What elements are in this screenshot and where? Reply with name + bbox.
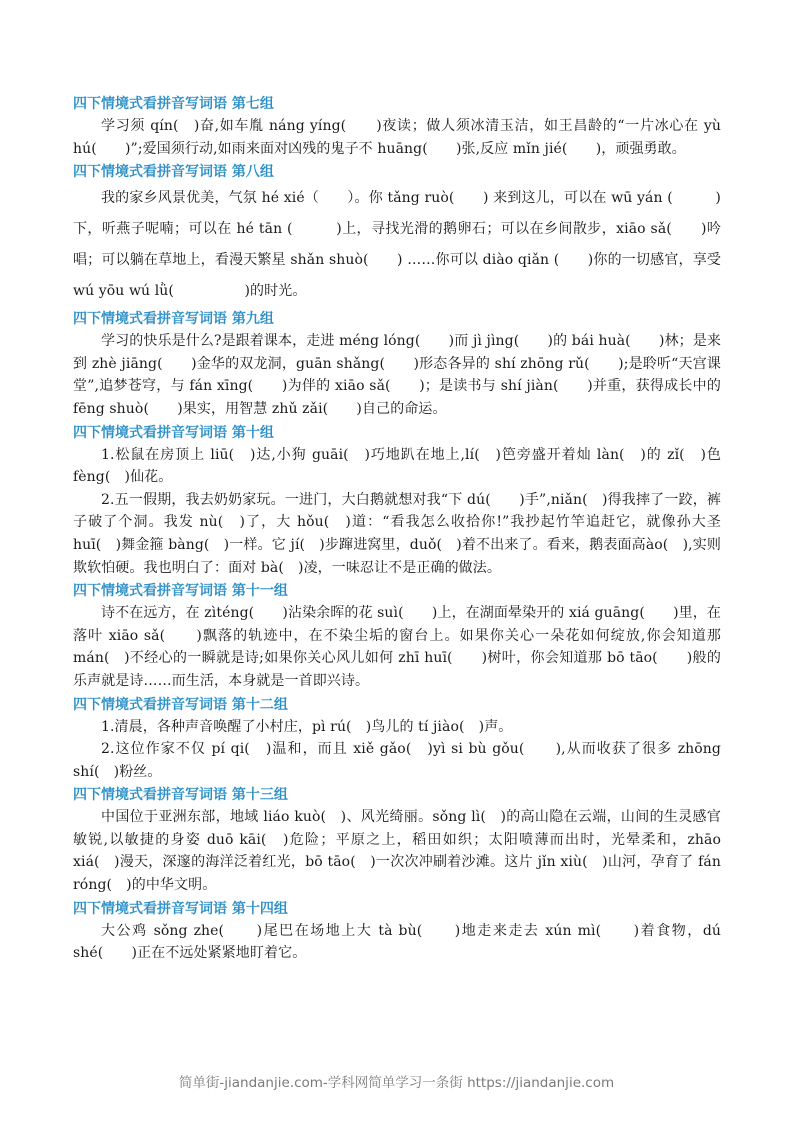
section-group-12	[73, 695, 721, 784]
section-group-14	[73, 899, 721, 965]
section-paragraph: 2.五一假期，我去奶奶家玩。一进门，大白鹅就想对我“下 dú( )手”,niǎn( )得我摔了一跤，裤子破了个洞。我发 nù( )了，大 hǒu( )道：“看我怎么收拾你!”我抄起竹竿追赶它，就像孙大圣 huī( )舞金箍 bàng( )一样。它 jí( )步蹿进窝里，duǒ( )着不出来了。看来，鹅表面高ào( ),实则欺软怕硬。我也明白了：面对 bà( )凌，一味忍让不是正确的做法。	[73, 491, 721, 576]
section-group-13	[73, 785, 721, 896]
section-title: 四下情境式看拼音写词语 第十三组	[73, 787, 288, 804]
page-footer: 简单街-jiandanjie.com-学科网简单学习一条街 https://jiandanjie.com	[178, 1075, 615, 1091]
section-paragraph: 大公鸡 sǒng zhe( )尾巴在场地上大 tà bù( )地走来走去 xún mì( )着食物，dú shé( )正在不远处紧紧地盯着它。	[73, 922, 721, 961]
section-paragraph: 学习须 qín( )奋,如车胤 náng yíng( )夜读；做人须冰清玉洁，如王昌龄的“一片冰心在 yù hú( )”;爱国须行动,如雨来面对凶残的鬼子不 huāng( )张,反应 mǐn jié( )，顽强勇敢。	[73, 118, 721, 157]
section-paragraph: 诗不在远方，在 zìténg( )沾染余晖的花 suì( )上，在湖面晕染开的 xiá guāng( )里，在落叶 xiāo sǎ( )飘落的轨迹中，在不染尘垢的窗台上。如果你关心一朵花如何绽放,你会知道那 mán( )不经心的一瞬就是诗;如果你关心风儿如何 zhī huī( )树叶，你会知道那 bō tāo( )般的乐声就是诗……而生活，本身就是一首即兴诗。	[73, 605, 721, 689]
section-group-11	[73, 581, 721, 692]
section-title: 四下情境式看拼音写词语 第十四组	[73, 900, 288, 917]
section-title: 四下情境式看拼音写词语 第七组	[73, 96, 274, 112]
section-paragraph: 我的家乡风景优美，气氛 hé xié（ ）。你 tǎng ruò( ) 来到这儿，可以在 wū yán ( )下，听燕子呢喃；可以在 hé tān ( )上，寻找光滑的鹅卵石；可以在乡间散步，xiāo sǎ( )吟唱；可以躺在草地上，看漫天繁星 shǎn shuò( ) ……你可以 diào qiǎn ( )你的一切感官，享受 wú yōu wú lǜ( )的时光。	[73, 190, 721, 300]
section-group-7	[73, 94, 721, 160]
section-group-8	[73, 162, 721, 307]
section-title: 四下情境式看拼音写词语 第八组	[73, 164, 274, 181]
section-title: 四下情境式看拼音写词语 第九组	[73, 311, 274, 328]
section-group-9	[73, 309, 721, 420]
section-paragraph: 1.清晨，各种声音唤醒了小村庄，pì rú( )鸟儿的 tí jiào( )声。	[101, 718, 513, 735]
section-paragraph: 中国位于亚洲东部，地域 liáo kuò( )、风光绮丽。sǒng lì( )的高山隐在云端，山间的生灵感官敏锐,以敏捷的身姿 duō kāi( )危险；平原之上，稻田如织；太阳喷薄而出时，光晕柔和，zhāo xiá( )漫天，深邃的海洋泛着红光，bō tāo( )一次次冲刷着沙滩。这片 jǐn xiù( )山河，孕育了 fán róng( )的中华文明。	[73, 809, 721, 894]
section-group-10	[73, 423, 721, 580]
section-paragraph: 2.这位作家不仅 pí qi( )温和，而且 xiě gǎo( )yì si bù gǒu( ),从而收获了很多 zhōng shí( )粉丝。	[73, 741, 721, 780]
section-title: 四下情境式看拼音写词语 第十一组	[73, 583, 288, 600]
worksheet	[73, 92, 721, 964]
section-title: 四下情境式看拼音写词语 第十组	[73, 424, 274, 441]
section-paragraph: 1.松鼠在房顶上 liū( )达,小狗 guāi( )巧地趴在地上,lí( )笆旁盛开着灿 làn( )的 zǐ( )色 fèng( )仙花。	[73, 446, 721, 486]
section-title: 四下情境式看拼音写词语 第十二组	[73, 696, 288, 713]
section-paragraph: 学习的快乐是什么?是跟着课本，走进 méng lóng( )而 jì jìng( )的 bái huà( )林；是来到 zhè jiāng( )金华的双龙洞，guān shǎng( )形态各异的 shí zhōng rǔ( );是聆听“天宫课堂”,追梦苍穹，与 fán xīng( )为伴的 xiāo sǎ( )；是读书与 shí jiàn( )并重，获得成长中的 fēng shuò( )果实，用智慧 zhǔ zǎi( )自己的命运。	[73, 333, 721, 417]
